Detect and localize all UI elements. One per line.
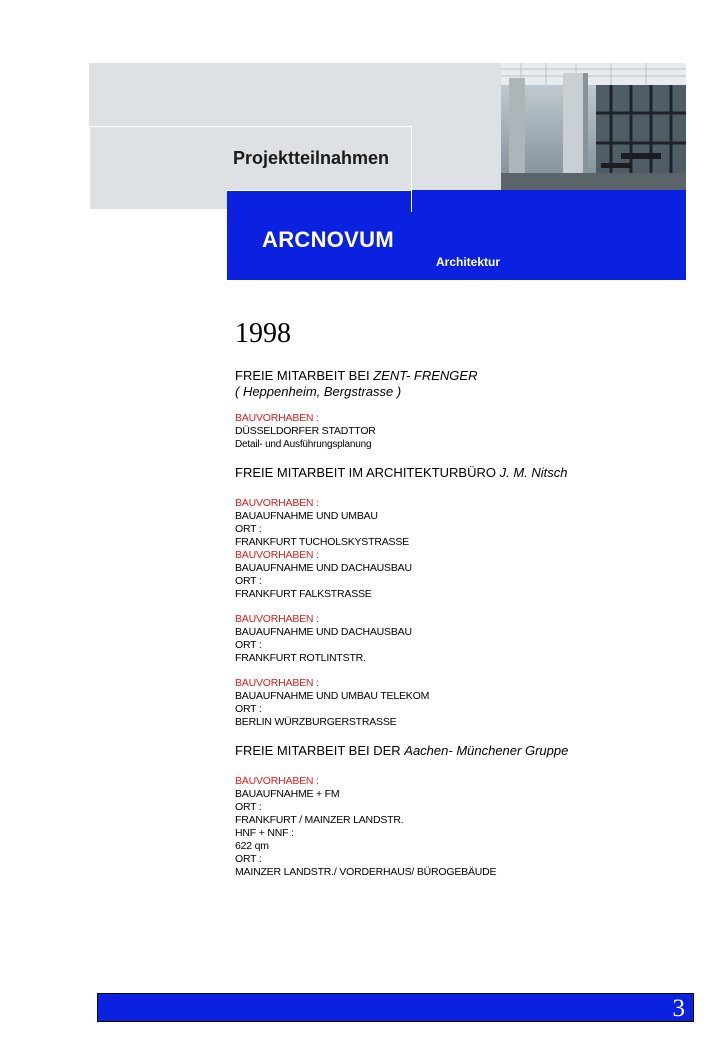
entry-ort-label: ORT : — [235, 575, 262, 587]
entry-ort: FRANKFURT FALKSTRASSE — [235, 588, 372, 600]
entry-area-value: 622 qm — [235, 840, 269, 852]
entry-project: DÜSSELDORFER STADTTOR — [235, 425, 376, 437]
entry-ort: FRANKFURT / MAINZER LANDSTR. — [235, 814, 404, 826]
block-heading: FREIE MITARBEIT BEI ZENT- FRENGER — [235, 368, 478, 383]
entry-label: BAUVORHABEN : — [235, 613, 319, 625]
entry-project: BAUAUFNAHME UND UMBAU — [235, 510, 378, 522]
entry-ort: FRANKFURT ROTLINTSTR. — [235, 652, 366, 664]
brand-band-frame — [227, 190, 412, 212]
entry-project: BAUAUFNAHME UND UMBAU TELEKOM — [235, 690, 430, 702]
office-interior-photo-icon — [501, 63, 686, 190]
footer-bar — [97, 993, 694, 1022]
project-entry — [235, 613, 685, 665]
entry-ort-label: ORT : — [235, 801, 262, 813]
section-title: Projektteilnahmen — [233, 148, 390, 168]
entry-ort: BERLIN WÜRZBURGERSTRASSE — [235, 716, 397, 728]
entry-area-label: HNF + NNF : — [235, 827, 294, 839]
entry-project: BAUAUFNAHME + FM — [235, 788, 340, 800]
entry-ort-label: ORT : — [235, 703, 262, 715]
entry-label: BAUVORHABEN : — [235, 412, 319, 424]
entry-detail: Detail- und Ausführungsplanung — [235, 439, 372, 450]
project-entry — [235, 677, 685, 729]
page-number: 3 — [672, 995, 685, 1022]
project-entry — [235, 549, 685, 601]
block-heading: FREIE MITARBEIT BEI DER Aachen- Münchener Gruppe — [235, 743, 569, 758]
entry-ort-label: ORT : — [235, 523, 262, 535]
project-entry — [235, 497, 685, 549]
block-heading: FREIE MITARBEIT IM ARCHITEKTURBÜRO J. M. Nitsch — [235, 465, 568, 480]
brand-name: ARCNOVUM — [262, 227, 394, 252]
block-subheading: ( Heppenheim, Bergstrasse ) — [235, 384, 402, 399]
entry-ort-label: ORT : — [235, 853, 262, 865]
entry-project: BAUAUFNAHME UND DACHAUSBAU — [235, 562, 412, 574]
entry-label: BAUVORHABEN : — [235, 549, 319, 561]
entry-label: BAUVORHABEN : — [235, 677, 319, 689]
project-list — [235, 368, 685, 879]
entry-project: BAUAUFNAHME UND DACHAUSBAU — [235, 626, 412, 638]
project-entry — [235, 412, 685, 451]
year-heading: 1998 — [235, 318, 291, 349]
entry-label: BAUVORHABEN : — [235, 775, 319, 787]
project-entry — [235, 775, 685, 879]
entry-label: BAUVORHABEN : — [235, 497, 319, 509]
entry-ort: FRANKFURT TUCHOLSKYSTRASSE — [235, 536, 409, 548]
entry-ort-label: ORT : — [235, 639, 262, 651]
entry-ort: MAINZER LANDSTR./ VORDERHAUS/ BÜROGEBÄUDE — [235, 866, 497, 878]
brand-subtitle: Architektur — [436, 255, 501, 269]
